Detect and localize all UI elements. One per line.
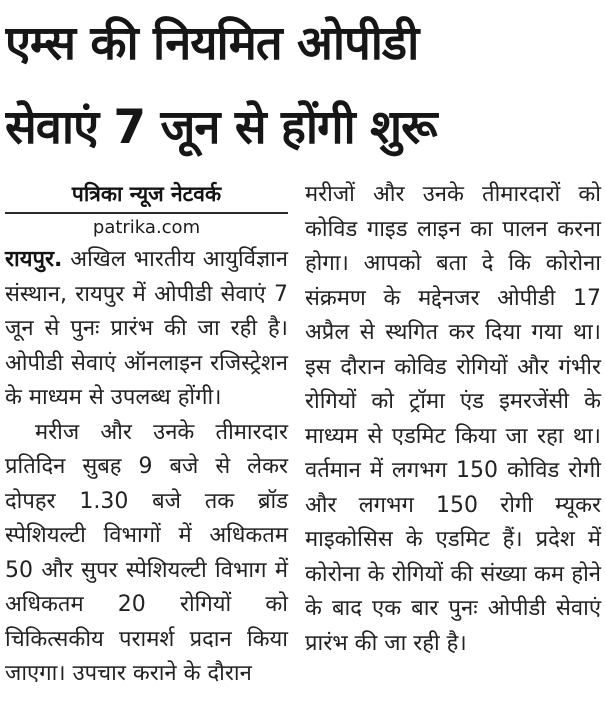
byline-divider [5,212,288,214]
byline-website: patrika.com [92,217,201,238]
left-column [5,178,288,692]
paragraph-1 [5,243,288,416]
headline-line-2: सेवाएं 7 जून से होंगी शुरू [5,100,437,155]
headline [5,2,601,172]
paragraph-2: मरीज और उनके तीमारदार प्रतिदिन सुबह 9 बजे से लेकर दोपहर 1.30 बजे तक ब्रॉड स्पेशियल्टी विभागों में अधिकतम 50 और सुपर स्पेशियल्टी विभाग में अधिकतम 20 रोगियों को चिकित्सकीय परामर्श प्रदान किया जाएगा। उपचार कराने के दौरान [5,419,288,686]
paragraph-1-text: अखिल भारतीय आयुर्विज्ञान संस्थान, रायपुर में ओपीडी सेवाएं 7 जून से पुनः प्रारंभ की जा रही है। ओपीडी सेवाएं ऑनलाइन रजिस्ट्रेशन के माध्यम से उपलब्ध होंगी। [5,247,288,410]
right-column [305,178,601,692]
byline-network: पत्रिका न्यूज नेटवर्क [71,182,222,206]
headline-line-1: एम्स की नियमित ओपीडी [5,16,419,71]
article-columns [5,178,601,692]
dateline: रायपुर. [5,247,63,272]
paragraph-3: मरीजों और उनके तीमारदारों को कोविड गाइड लाइन का पालन करना होगा। आपको बता दे कि कोरोना संक्रमण के मद्देनजर ओपीडी 17 अप्रैल से स्थगित कर दिया गया था। इस दौरान कोविड रोगियों और गंभीर रोगियों को ट्रॉमा एंड इमरजेंसी के माध्यम से एडमिट किया जा रहा था। वर्तमान में लगभग 150 कोविड रोगी और लगभग 150 रोगी म्यूकर माइकोसिस के एडमिट हैं। प्रदेश में कोरोना के रोगियों की संख्या कम होने के बाद एक बार पुनः ओपीडी सेवाएं प्रारंभ की जा रही है। [305,182,601,656]
byline-block [5,178,288,243]
